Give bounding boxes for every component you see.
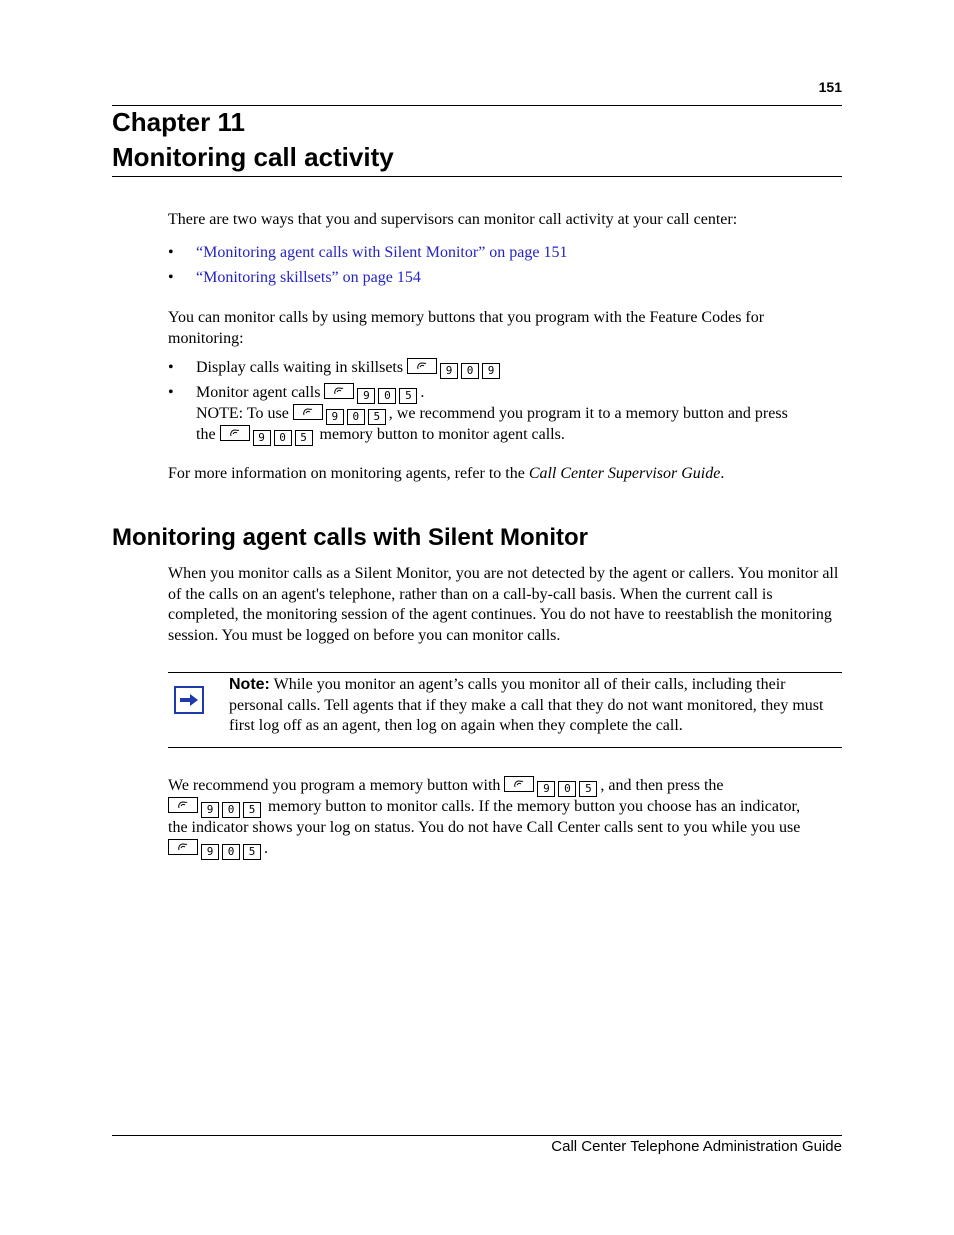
link-item[interactable] bbox=[196, 243, 842, 264]
digit-key: 5 bbox=[295, 430, 313, 446]
bullet-marker: • bbox=[168, 269, 174, 286]
section-heading: Monitoring agent calls with Silent Monitor bbox=[112, 524, 588, 551]
bullet-marker: • bbox=[168, 384, 174, 401]
more-info-suffix: . bbox=[720, 465, 725, 482]
digit-key: 9 bbox=[253, 430, 271, 446]
digit-key: 0 bbox=[461, 363, 479, 379]
note-prefix: NOTE: To use bbox=[196, 405, 289, 422]
digit-key: 9 bbox=[482, 363, 500, 379]
digit-key: 0 bbox=[274, 430, 292, 446]
digit-key: 0 bbox=[347, 409, 365, 425]
feature-key-icon bbox=[324, 383, 354, 399]
digit-key: 9 bbox=[326, 409, 344, 425]
display-calls-item bbox=[196, 358, 842, 379]
digit-key: 5 bbox=[368, 409, 386, 425]
note-the: the bbox=[196, 426, 216, 443]
digit-key: 5 bbox=[579, 781, 597, 797]
more-info-paragraph bbox=[168, 464, 842, 485]
note-middle: , we recommend you program it to a memory button and press bbox=[388, 405, 788, 422]
chapter-name: Monitoring call activity bbox=[112, 142, 394, 172]
digit-key: 9 bbox=[537, 781, 555, 797]
recommend-paragraph bbox=[168, 776, 842, 860]
recommend-after: , and then press the bbox=[600, 777, 724, 794]
period: . bbox=[420, 384, 425, 401]
feature-key-icon bbox=[407, 358, 437, 374]
digit-key: 0 bbox=[222, 844, 240, 860]
feature-key-icon bbox=[168, 839, 198, 855]
note-text bbox=[229, 675, 839, 737]
feature-key-icon bbox=[220, 425, 250, 441]
link-item[interactable] bbox=[196, 268, 842, 289]
bullet-marker: • bbox=[168, 244, 174, 261]
monitor-agent-label: Monitor agent calls bbox=[196, 384, 321, 401]
display-calls-label: Display calls waiting in skillsets bbox=[196, 359, 404, 376]
chapter-number: Chapter 11 bbox=[112, 107, 245, 137]
intro-paragraph: There are two ways that you and supervisors can monitor call activity at your call center: bbox=[168, 211, 738, 228]
right-arrow-icon bbox=[174, 686, 204, 714]
guide-title: Call Center Supervisor Guide bbox=[528, 465, 721, 482]
recommend-line3: the indicator shows your log on status. You do not have Call Center calls sent to you while you use bbox=[168, 819, 801, 836]
recommend-line2: memory button to monitor calls. If the memory button you choose has an indicator, bbox=[268, 798, 801, 815]
footer-title: Call Center Telephone Administration Guide bbox=[551, 1138, 842, 1155]
monitor-intro-paragraph: You can monitor calls by using memory buttons that you program with the Feature Codes for monitoring: bbox=[168, 309, 765, 347]
note-box bbox=[168, 672, 842, 748]
feature-key-icon bbox=[504, 776, 534, 792]
bullet-marker: • bbox=[168, 359, 174, 376]
note-end: memory button to monitor agent calls. bbox=[319, 426, 565, 443]
chapter-title bbox=[112, 105, 394, 175]
digit-key: 0 bbox=[558, 781, 576, 797]
link-monitoring-skillsets[interactable]: “Monitoring skillsets” on page 154 bbox=[196, 269, 421, 286]
digit-key: 9 bbox=[357, 388, 375, 404]
monitor-agent-item bbox=[196, 383, 842, 446]
digit-key: 9 bbox=[201, 844, 219, 860]
digit-key: 5 bbox=[243, 844, 261, 860]
more-info-prefix: For more information on monitoring agents, refer to the bbox=[168, 465, 525, 482]
recommend-prefix: We recommend you program a memory button with bbox=[168, 777, 501, 794]
digit-key: 0 bbox=[378, 388, 396, 404]
note-body: While you monitor an agent’s calls you monitor all of their calls, including their personal calls. Tell agents that if they make a call that they do not want monitored, they must first log off as an agent, then log on again when they complete the call. bbox=[229, 676, 824, 734]
digit-key: 0 bbox=[222, 802, 240, 818]
digit-key: 9 bbox=[201, 802, 219, 818]
digit-key: 5 bbox=[399, 388, 417, 404]
footer-rule bbox=[112, 1135, 842, 1136]
feature-key-icon bbox=[168, 797, 198, 813]
chapter-rule bbox=[112, 176, 842, 177]
digit-key: 5 bbox=[243, 802, 261, 818]
feature-key-icon bbox=[293, 404, 323, 420]
digit-key: 9 bbox=[440, 363, 458, 379]
section-paragraph: When you monitor calls as a Silent Monitor, you are not detected by the agent or callers. You monitor all of the calls on an agent's telephone, rather than on a call-by-call basis. When the current call is completed, the monitoring session of the agent continues. You do not have to reestablish the monitoring session. You must be logged on before you can monitor calls. bbox=[168, 565, 839, 644]
page-number: 151 bbox=[818, 79, 842, 95]
note-label: Note: bbox=[229, 676, 270, 693]
recommend-end: . bbox=[264, 839, 268, 857]
link-silent-monitor[interactable]: “Monitoring agent calls with Silent Monitor” on page 151 bbox=[196, 244, 568, 261]
